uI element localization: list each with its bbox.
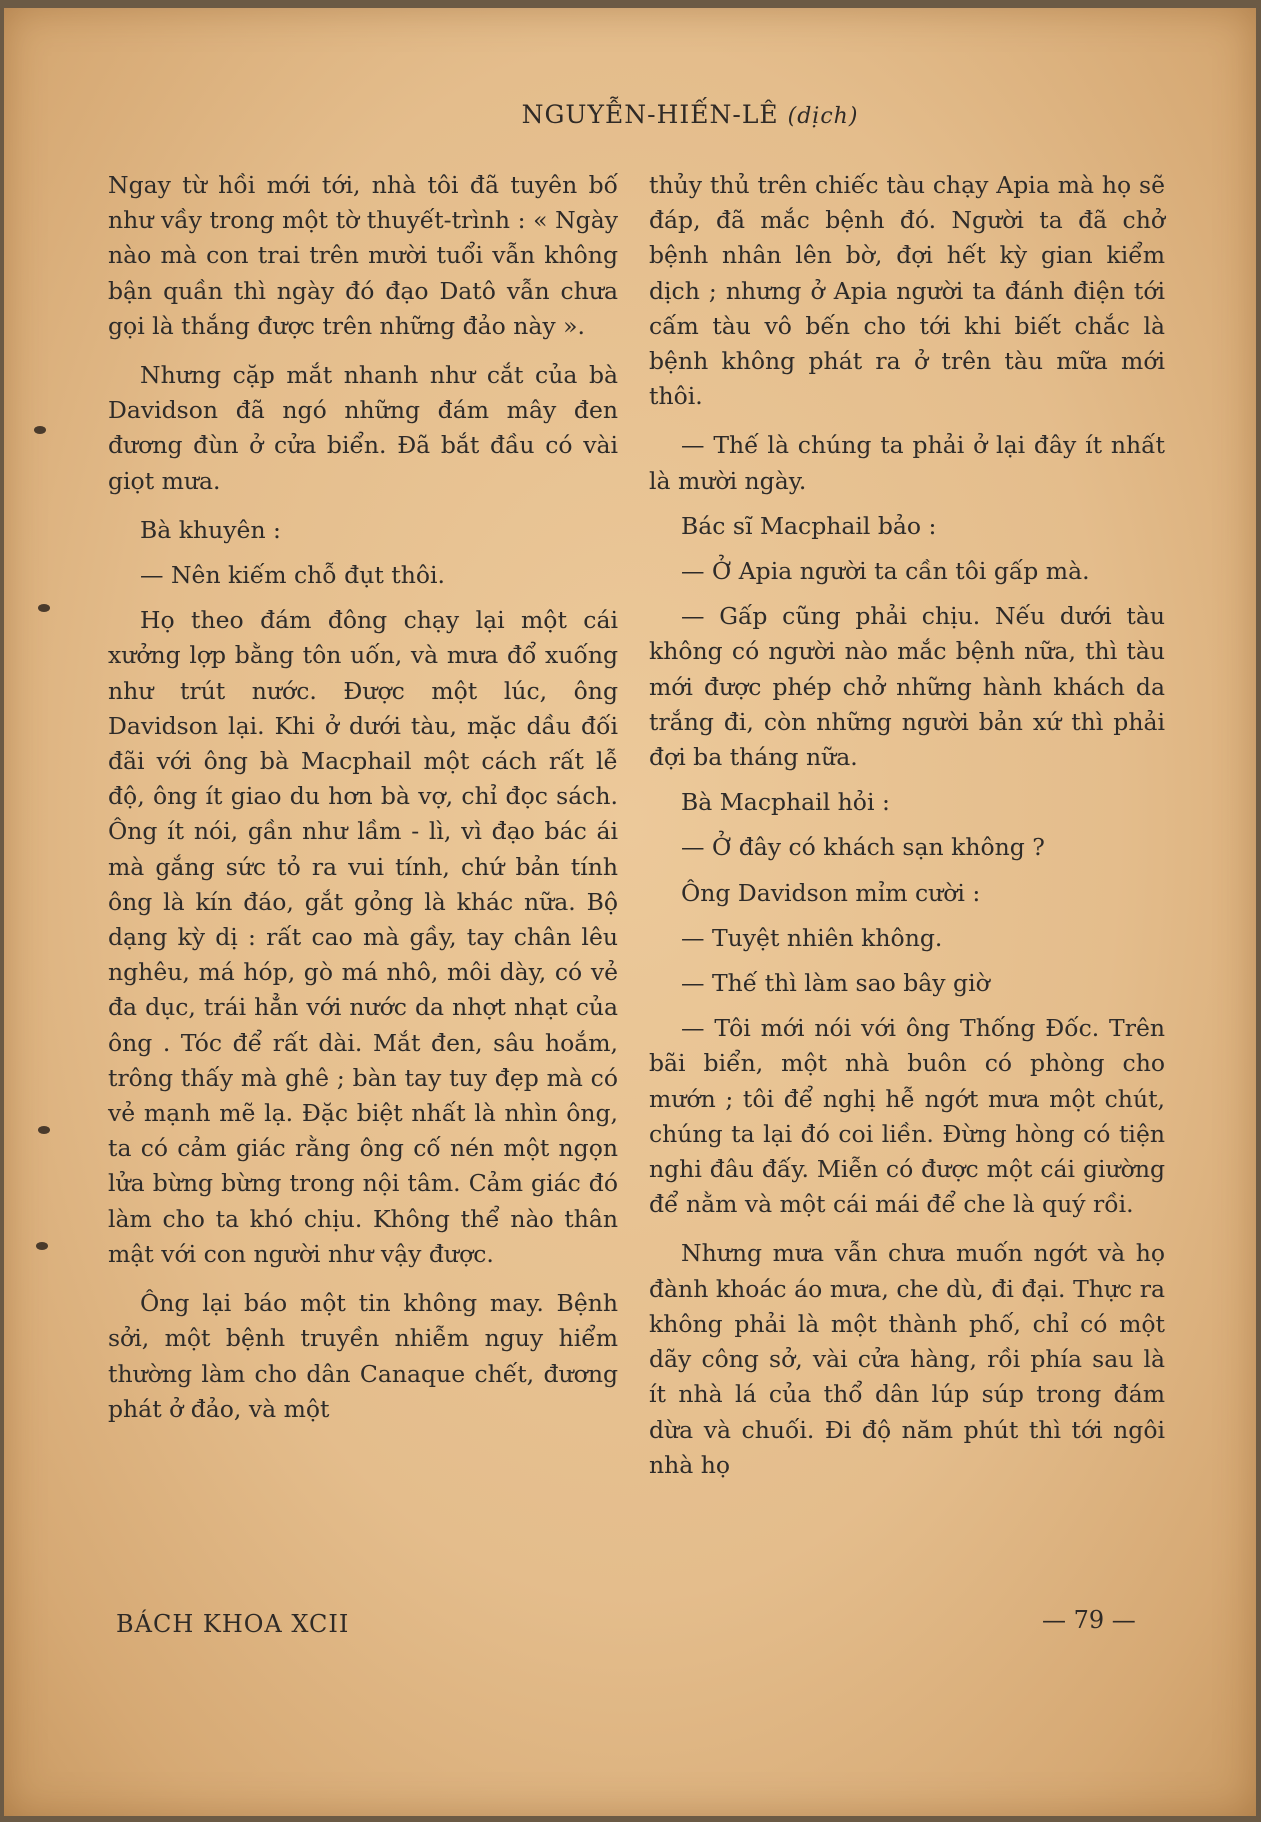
paragraph: Bà Macphail hỏi : [681,788,890,817]
paragraph: Bác sĩ Macphail bảo : [681,511,937,540]
paragraph: Ông Davidson mỉm cười : [681,878,981,907]
paragraph: — Ở đây có khách sạn không ? [681,833,1045,862]
binding-hole [38,604,50,612]
paragraph: thủy thủ trên chiếc tàu chạy Apia mà họ sẽ đáp, đã mắc bệnh đó. Người ta đã chở bệnh nhân lên bờ, đợi hết kỳ gian kiểm dịch ; nhưng ở Apia người ta đánh điện tới cấm tàu vô bến cho tới khi biết chắc là bệnh không phát ra ở trên tàu mữa mới thôi. [649,171,1165,411]
paragraph: — Tôi mới nói với ông Thống Đốc. Trên bãi biển, một nhà buôn có phòng cho mướn ; tôi để nghị hễ ngớt mưa một chút, chúng ta lại đó coi liền. Đừng hòng có tiện nghi đâu đấy. Miễn có được một cái giường để nằm và một cái mái để che là quý rồi. [649,1014,1165,1219]
binding-hole [36,1242,48,1250]
paragraph: — Thế thì làm sao bây giờ [681,969,990,998]
binding-hole [38,1126,50,1134]
paragraph: Nhưng cặp mắt nhanh như cắt của bà Davidson đã ngó những đám mây đen đương đùn ở cửa biển. Đã bắt đầu có vài giọt mưa. [108,361,618,495]
magazine-title: BÁCH KHOA XCII [116,1610,350,1638]
binding-hole [34,426,46,434]
paragraph: Nhưng mưa vẫn chưa muốn ngớt và họ đành khoác áo mưa, che dù, đi đại. Thực ra không phải là một thành phố, chỉ có một dãy công sở, vài cửa hàng, rồi phía sau là ít nhà lá của thổ dân lúp súp trong đám dừa và chuối. Đi độ năm phút thì tới ngôi nhà họ [649,1239,1165,1479]
page-number: — 79 — [1042,1606,1136,1634]
paragraph: — Ở Apia người ta cần tôi gấp mà. [681,557,1090,586]
paragraph: Ông lại báo một tin không may. Bệnh sởi, một bệnh truyền nhiễm nguy hiểm thường làm cho dân Canaque chết, đương phát ở đảo, và một [108,1289,618,1423]
right-column [649,168,1165,1497]
page [4,8,1256,1816]
left-column [108,168,618,1441]
paragraph: Ngay từ hồi mới tới, nhà tôi đã tuyên bố như vầy trong một tờ thuyết-trình : « Ngày nào mà con trai trên mười tuổi vẫn không bận quần thì ngày đó đạo Datô vẫn chưa gọi là thắng được trên những đảo này ». [108,171,618,340]
paragraph: — Thế là chúng ta phải ở lại đây ít nhất là mười ngày. [649,431,1165,495]
paragraph: Bà khuyên : [140,515,281,544]
header-translator-note: (dịch) [787,104,859,129]
paragraph: — Gấp cũng phải chịu. Nếu dưới tàu không có người nào mắc bệnh nữa, thì tàu mới được phép chở những hành khách da trắng đi, còn những người bản xứ thì phải đợi ba tháng nữa. [649,602,1165,772]
paragraph: — Nên kiếm chỗ đụt thôi. [140,561,445,590]
paragraph: — Tuyệt nhiên không. [681,923,943,952]
paragraph: Họ theo đám đông chạy lại một cái xưởng lợp bằng tôn uốn, và mưa đổ xuống như trút nước. Được một lúc, ông Davidson lại. Khi ở dưới tàu, mặc dầu đối đãi với ông bà Macphail một cách rất lễ độ, ông ít giao du hơn bà vợ, chỉ đọc sách. Ông ít nói, gần như lầm - lì, vì đạo bác ái mà gắng sức tỏ ra vui tính, chứ bản tính ông là kín đáo, gắt gỏng là khác nữa. Bộ dạng kỳ dị : rất cao mà gầy, tay chân lêu nghêu, má hóp, gò má nhô, môi dày, có vẻ đa dục, trái hẳn với nước da nhợt nhạt của ông . Tóc để rất dài. Mắt đen, sâu hoắm, trông thấy mà ghê ; bàn tay tuy đẹp mà có vẻ mạnh mẽ lạ. Đặc biệt nhất là nhìn ông, ta có cảm giác rằng ông cố nén một ngọn lửa bừng bừng trong nội tâm. Cảm giác đó làm cho ta khó chịu. Không thể nào thân mật với con người như vậy được. [108,606,618,1268]
running-header [4,100,1256,129]
header-author: NGUYỄN-HIẾN-LÊ [521,100,779,129]
